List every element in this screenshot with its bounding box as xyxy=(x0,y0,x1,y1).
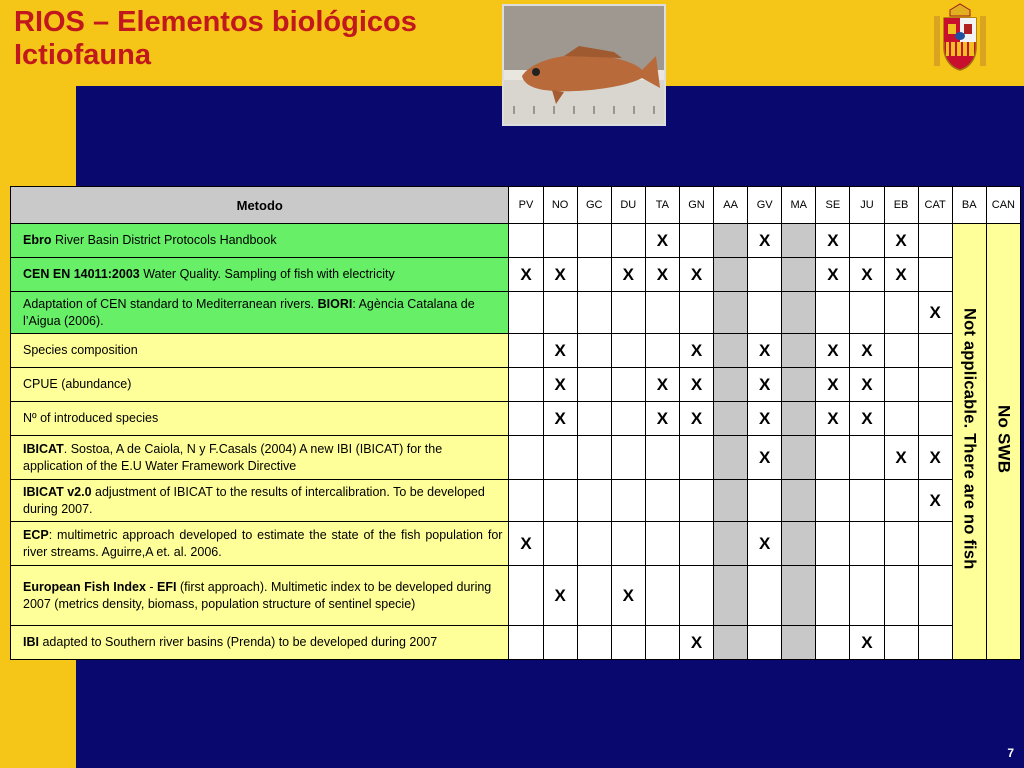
mark-cell xyxy=(645,334,679,368)
mark-cell xyxy=(748,626,782,660)
mark-cell: X xyxy=(918,292,952,334)
mark-cell: X xyxy=(543,334,577,368)
mark-cell: X xyxy=(816,368,850,402)
mark-cell xyxy=(611,522,645,566)
mark-cell xyxy=(679,522,713,566)
mark-cell xyxy=(714,566,748,626)
col-header: TA xyxy=(645,187,679,224)
col-header: GN xyxy=(679,187,713,224)
col-header: EB xyxy=(884,187,918,224)
mark-cell xyxy=(782,480,816,522)
table-row xyxy=(11,480,1021,522)
title-line-1: RIOS – Elementos biológicos xyxy=(14,6,417,38)
mark-cell xyxy=(543,224,577,258)
mark-cell xyxy=(748,480,782,522)
mark-cell: X xyxy=(850,334,884,368)
mark-cell xyxy=(816,436,850,480)
table-row xyxy=(11,258,1021,292)
mark-cell xyxy=(714,522,748,566)
method-text: River Basin District Protocols Handbook xyxy=(51,233,277,247)
method-text: : Agència Catalana de l’Aigua (2006). xyxy=(23,296,475,328)
method-cell xyxy=(11,522,509,566)
table-row xyxy=(11,368,1021,402)
mark-cell xyxy=(611,436,645,480)
mark-cell: X xyxy=(748,436,782,480)
mark-cell xyxy=(782,436,816,480)
method-cell xyxy=(11,292,509,334)
mark-cell xyxy=(679,224,713,258)
mark-cell xyxy=(918,368,952,402)
method-bold: BIORI xyxy=(317,296,353,311)
mark-cell xyxy=(850,436,884,480)
mark-cell xyxy=(884,292,918,334)
method-text: Water Quality. Sampling of fish with electricity xyxy=(139,267,395,281)
mark-cell xyxy=(509,436,543,480)
coat-of-arms xyxy=(924,2,996,74)
col-header: CAT xyxy=(918,187,952,224)
method-bold: IBICAT v2.0 xyxy=(23,484,92,499)
ba-note-text: Not applicable. There are no fish xyxy=(960,308,979,570)
mark-cell xyxy=(782,368,816,402)
mark-cell: X xyxy=(748,402,782,436)
mark-cell xyxy=(782,626,816,660)
col-header: AA xyxy=(714,187,748,224)
col-header: DU xyxy=(611,187,645,224)
mark-cell xyxy=(714,402,748,436)
mark-cell xyxy=(577,402,611,436)
method-text: : multimetric approach developed to estimate the state of the fish population for river streams. Aguirre,A et. al. 2006. xyxy=(23,527,503,559)
mark-cell xyxy=(509,566,543,626)
mark-cell: X xyxy=(509,258,543,292)
mark-cell xyxy=(543,480,577,522)
mark-cell xyxy=(645,292,679,334)
mark-cell xyxy=(509,480,543,522)
mark-cell: X xyxy=(816,334,850,368)
mark-cell xyxy=(918,402,952,436)
mark-cell xyxy=(679,566,713,626)
mark-cell xyxy=(645,522,679,566)
mark-cell xyxy=(679,436,713,480)
col-header: GC xyxy=(577,187,611,224)
method-text: adjustment of IBICAT to the results of intercalibration. To be developed during 2007. xyxy=(23,484,485,516)
col-header: CAN xyxy=(986,187,1020,224)
mark-cell xyxy=(884,626,918,660)
mark-cell xyxy=(577,626,611,660)
mark-cell xyxy=(577,224,611,258)
mark-cell xyxy=(748,258,782,292)
mark-cell xyxy=(884,334,918,368)
mark-cell xyxy=(816,292,850,334)
mark-cell: X xyxy=(816,224,850,258)
mark-cell: X xyxy=(748,334,782,368)
mark-cell: X xyxy=(645,258,679,292)
mark-cell: X xyxy=(543,258,577,292)
mark-cell xyxy=(782,224,816,258)
mark-cell xyxy=(509,224,543,258)
mark-cell: X xyxy=(679,334,713,368)
mark-cell xyxy=(714,224,748,258)
mark-cell xyxy=(509,402,543,436)
mark-cell xyxy=(509,368,543,402)
mark-cell xyxy=(782,402,816,436)
mark-cell: X xyxy=(884,436,918,480)
method-text: Species composition xyxy=(23,343,138,357)
method-text: CPUE (abundance) xyxy=(23,377,132,391)
mark-cell xyxy=(748,292,782,334)
method-bold: European Fish Index xyxy=(23,579,146,594)
method-bold: EFI xyxy=(157,579,177,594)
mark-cell xyxy=(611,334,645,368)
mark-cell: X xyxy=(748,368,782,402)
mark-cell xyxy=(884,480,918,522)
method-text: adapted to Southern river basins (Prenda) to be developed during 2007 xyxy=(38,635,438,649)
mark-cell xyxy=(577,480,611,522)
mark-cell: X xyxy=(543,566,577,626)
mark-cell xyxy=(645,626,679,660)
mark-cell xyxy=(611,224,645,258)
mark-cell xyxy=(850,566,884,626)
can-note xyxy=(986,224,1020,660)
mark-cell xyxy=(543,626,577,660)
mark-cell: X xyxy=(884,224,918,258)
mark-cell xyxy=(543,436,577,480)
method-cell xyxy=(11,224,509,258)
mark-cell xyxy=(782,566,816,626)
table-row xyxy=(11,334,1021,368)
mark-cell xyxy=(645,480,679,522)
mark-cell xyxy=(714,258,748,292)
mark-cell xyxy=(782,334,816,368)
mark-cell: X xyxy=(543,368,577,402)
mark-cell xyxy=(816,522,850,566)
mark-cell xyxy=(577,292,611,334)
table-row xyxy=(11,566,1021,626)
mark-cell xyxy=(918,224,952,258)
mark-cell xyxy=(782,292,816,334)
method-text: . Sostoa, A de Caiola, N y F.Casals (2004) A new IBI (IBICAT) for the application of the E.U Water Framework Directive xyxy=(23,441,443,473)
mark-cell: X xyxy=(816,258,850,292)
col-header: SE xyxy=(816,187,850,224)
mark-cell xyxy=(748,566,782,626)
mark-cell xyxy=(543,292,577,334)
mark-cell: X xyxy=(816,402,850,436)
table-row xyxy=(11,292,1021,334)
mark-cell xyxy=(509,292,543,334)
method-text: Adaptation of CEN standard to Mediterranean rivers. xyxy=(23,296,318,311)
method-text: - xyxy=(145,579,158,594)
mark-cell xyxy=(714,480,748,522)
mark-cell xyxy=(782,522,816,566)
can-note-text: No SWB xyxy=(994,404,1014,474)
mark-cell: X xyxy=(850,402,884,436)
mark-cell xyxy=(645,436,679,480)
mark-cell xyxy=(884,368,918,402)
mark-cell xyxy=(509,334,543,368)
mark-cell xyxy=(714,292,748,334)
mark-cell xyxy=(918,522,952,566)
fish-photo xyxy=(502,4,666,126)
method-cell xyxy=(11,334,509,368)
mark-cell xyxy=(679,292,713,334)
method-cell xyxy=(11,368,509,402)
method-text: (first approach). Multimetic index to be developed during 2007 (metrics density, biomass, population structure of sentinel specie) xyxy=(23,579,492,611)
mark-cell xyxy=(577,368,611,402)
mark-cell: X xyxy=(679,258,713,292)
mark-cell xyxy=(884,522,918,566)
fish-methods-table xyxy=(10,186,1021,660)
table-row xyxy=(11,402,1021,436)
mark-cell: X xyxy=(509,522,543,566)
mark-cell xyxy=(918,626,952,660)
title-line-2: Ictiofauna xyxy=(14,39,151,71)
slide-title xyxy=(14,6,417,72)
method-cell xyxy=(11,566,509,626)
mark-cell xyxy=(611,292,645,334)
mark-cell: X xyxy=(850,368,884,402)
table-header-row xyxy=(11,187,1021,224)
mark-cell: X xyxy=(645,368,679,402)
mark-cell xyxy=(782,258,816,292)
table-row xyxy=(11,626,1021,660)
mark-cell xyxy=(611,626,645,660)
mark-cell: X xyxy=(850,258,884,292)
mark-cell xyxy=(543,522,577,566)
method-text: Nº of introduced species xyxy=(23,411,159,425)
method-bold: IBI xyxy=(23,635,39,649)
method-bold: ECP xyxy=(23,527,49,542)
mark-cell: X xyxy=(543,402,577,436)
mark-cell xyxy=(645,566,679,626)
mark-cell xyxy=(611,368,645,402)
method-bold: IBICAT xyxy=(23,441,64,456)
mark-cell: X xyxy=(884,258,918,292)
mark-cell: X xyxy=(748,522,782,566)
mark-cell: X xyxy=(645,224,679,258)
method-cell xyxy=(11,480,509,522)
fish-icon xyxy=(504,6,664,124)
mark-cell xyxy=(918,258,952,292)
ba-note xyxy=(952,224,986,660)
table-row xyxy=(11,436,1021,480)
mark-cell: X xyxy=(611,566,645,626)
mark-cell: X xyxy=(918,436,952,480)
mark-cell: X xyxy=(679,402,713,436)
mark-cell xyxy=(509,626,543,660)
mark-cell xyxy=(577,566,611,626)
table-row xyxy=(11,224,1021,258)
mark-cell xyxy=(714,626,748,660)
method-bold: CEN EN 14011:2003 xyxy=(23,267,140,281)
mark-cell xyxy=(850,292,884,334)
mark-cell xyxy=(884,402,918,436)
col-header: GV xyxy=(748,187,782,224)
col-header: MA xyxy=(782,187,816,224)
mark-cell: X xyxy=(679,368,713,402)
method-cell xyxy=(11,258,509,292)
mark-cell: X xyxy=(918,480,952,522)
mark-cell xyxy=(714,368,748,402)
col-header: BA xyxy=(952,187,986,224)
mark-cell xyxy=(884,566,918,626)
mark-cell xyxy=(918,566,952,626)
table-row xyxy=(11,522,1021,566)
mark-cell xyxy=(850,224,884,258)
col-header: PV xyxy=(509,187,543,224)
col-header: JU xyxy=(850,187,884,224)
method-header: Metodo xyxy=(11,187,509,224)
mark-cell xyxy=(918,334,952,368)
mark-cell xyxy=(611,480,645,522)
mark-cell xyxy=(679,480,713,522)
mark-cell: X xyxy=(748,224,782,258)
mark-cell xyxy=(816,626,850,660)
mark-cell: X xyxy=(850,626,884,660)
mark-cell xyxy=(577,258,611,292)
mark-cell xyxy=(577,334,611,368)
mark-cell: X xyxy=(679,626,713,660)
mark-cell xyxy=(577,522,611,566)
method-cell xyxy=(11,626,509,660)
mark-cell xyxy=(816,566,850,626)
mark-cell xyxy=(714,436,748,480)
page-number: 7 xyxy=(1007,746,1014,760)
mark-cell xyxy=(816,480,850,522)
col-header: NO xyxy=(543,187,577,224)
method-bold: Ebro xyxy=(23,233,52,247)
mark-cell: X xyxy=(645,402,679,436)
mark-cell xyxy=(714,334,748,368)
mark-cell xyxy=(577,436,611,480)
mark-cell xyxy=(850,522,884,566)
mark-cell xyxy=(850,480,884,522)
mark-cell: X xyxy=(611,258,645,292)
coat-of-arms-icon xyxy=(924,2,996,74)
method-cell xyxy=(11,436,509,480)
mark-cell xyxy=(611,402,645,436)
method-cell xyxy=(11,402,509,436)
